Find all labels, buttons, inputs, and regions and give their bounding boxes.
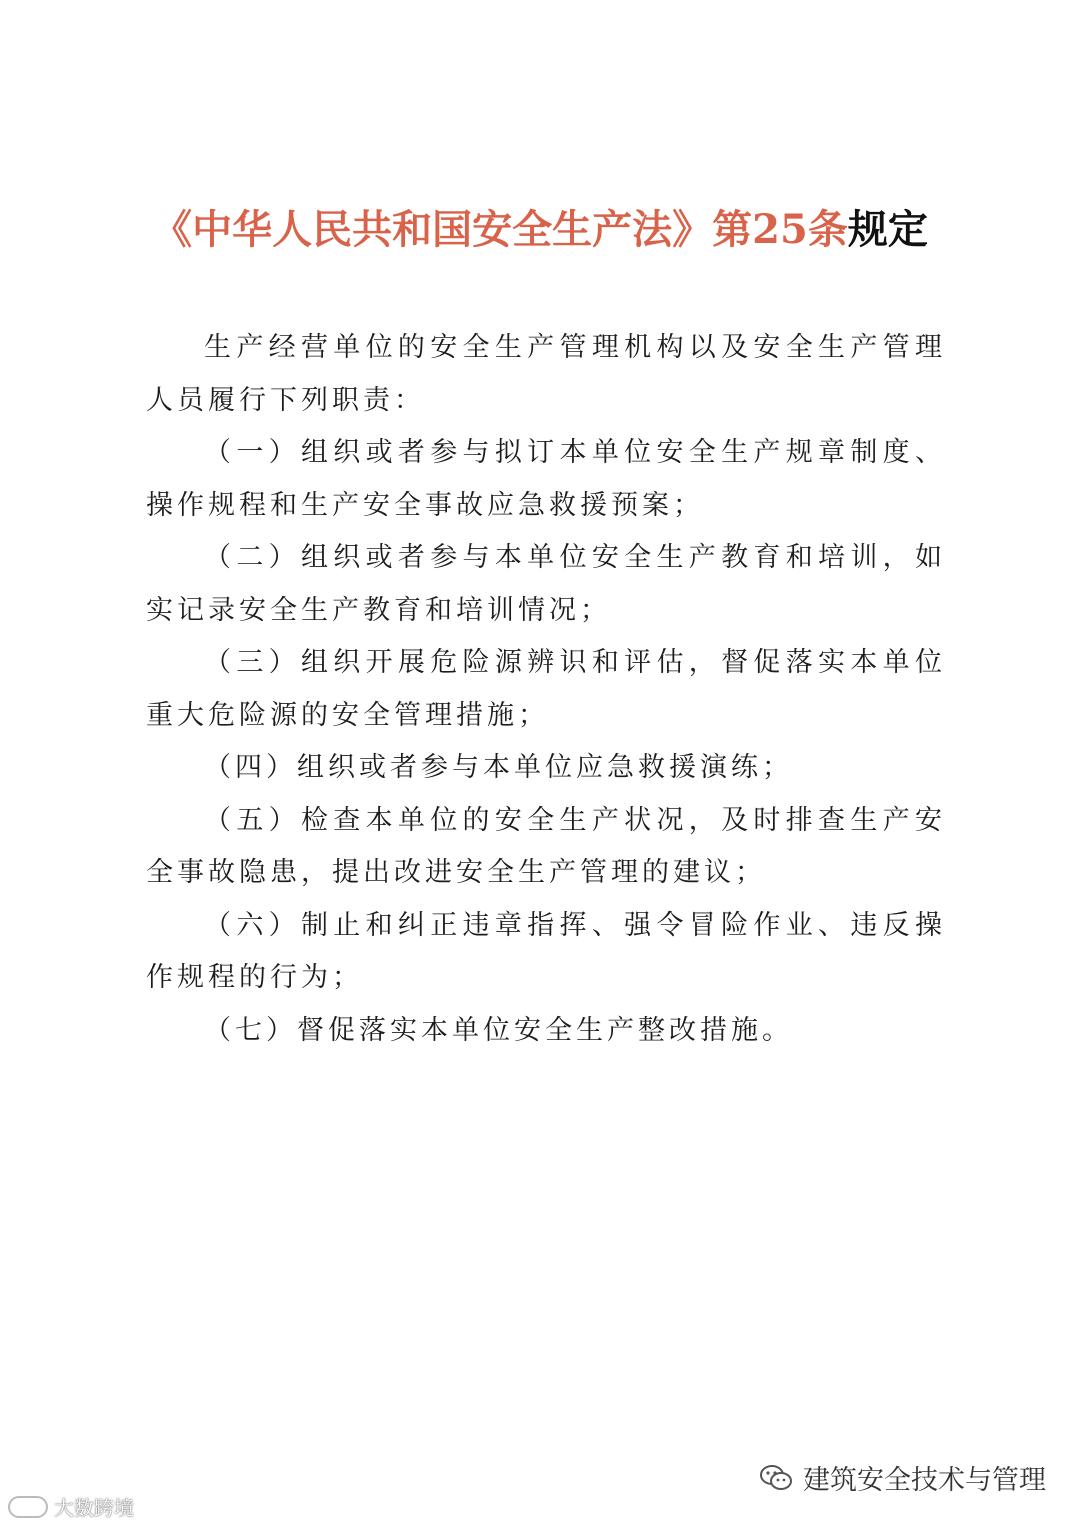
title-black-part: 规定 [847,206,928,253]
paragraph-item-6: （六）制止和纠正违章指挥、强令冒险作业、违反操作规程的行为； [146,909,946,993]
watermark-left [8,1492,134,1521]
watermark-right [759,1458,1046,1497]
paragraph-item-2: （二）组织或者参与本单位安全生产教育和培训，如实记录安全生产教育和培训情况； [146,542,946,626]
watermark-right-text: 建筑安全技术与管理 [803,1465,1046,1496]
paragraph-intro: 生产经营单位的安全生产管理机构以及安全生产管理人员履行下列职责： [146,332,946,416]
paragraph-item-3: （三）组织开展危险源辨识和评估，督促落实本单位重大危险源的安全管理措施； [146,647,946,731]
wechat-icon [759,1463,793,1493]
paragraph-item-1: （一）组织或者参与拟订本单位安全生产规章制度、操作规程和生产安全事故应急救援预案； [146,437,946,521]
paragraph-item-5: （五）检查本单位的安全生产状况，及时排查生产安全事故隐患，提出改进安全生产管理的建议； [146,804,946,888]
watermark-logo-icon [8,1496,48,1518]
paragraph-item-7: （七）督促落实本单位安全生产整改措施。 [204,1014,793,1046]
paragraph-item-4: （四）组织或者参与本单位应急救援演练； [204,752,793,783]
document-title [0,198,1080,255]
watermark-left-text: 大数跨境 [54,1496,134,1520]
document-body [146,322,946,1057]
title-red-part: 《中华人民共和国安全生产法》第25条 [152,206,848,253]
